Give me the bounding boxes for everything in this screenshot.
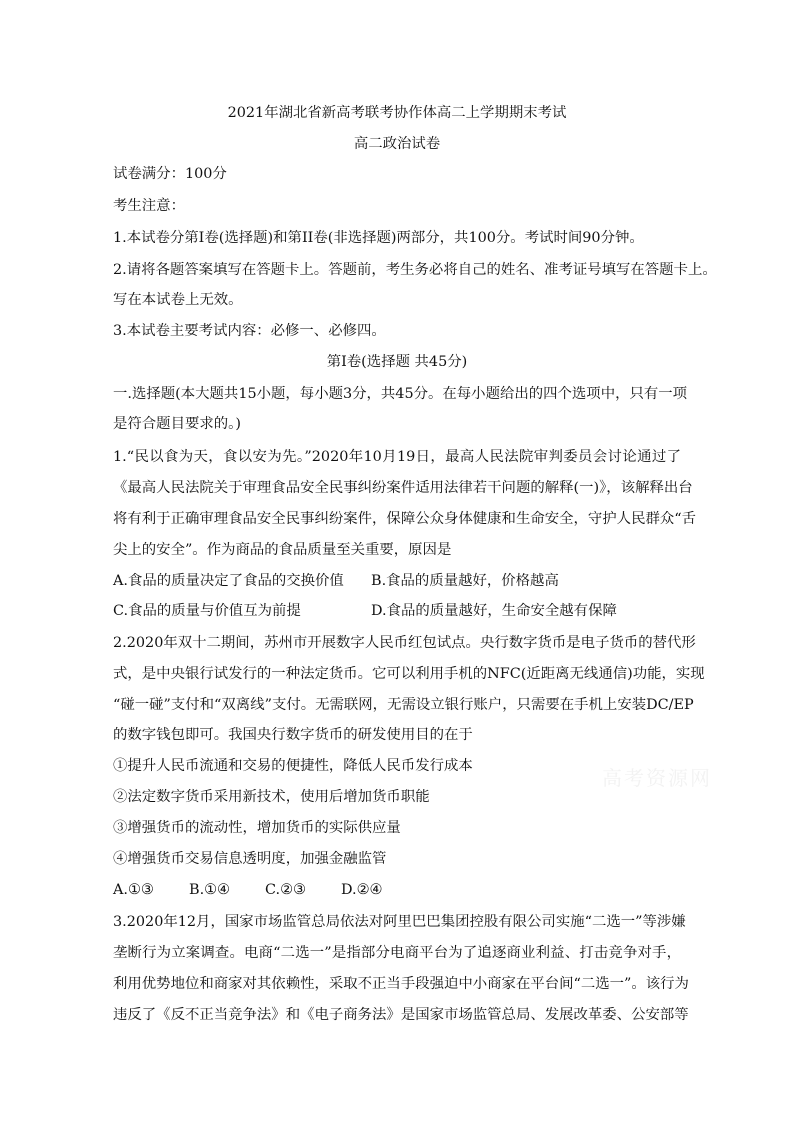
- q2-statement-2: ②法定数字货币采用新技术，使用后增加货币职能: [113, 789, 430, 805]
- notice-1: 1.本试卷分第I卷(选择题)和第II卷(非选择题)两部分，共100分。考试时间90分钟。: [113, 230, 644, 246]
- notice-2b: 写在本试卷上无效。: [113, 292, 243, 308]
- q2-statement-1: ①提升人民币流通和交易的便捷性，降低人民币发行成本: [113, 758, 473, 774]
- full-score: 试卷满分：100分: [113, 166, 227, 182]
- q2-option-a: A.①③: [113, 882, 154, 898]
- q1-option-d: D.食品的质量越好，生命安全越有保障: [371, 603, 617, 619]
- section-title: 第I卷(选择题 共45分): [326, 354, 468, 370]
- q2-option-b: B.①④: [189, 882, 230, 898]
- q2-statement-4: ④增强货币交易信息透明度，加强金融监管: [113, 851, 387, 867]
- q1-line-3: 将有利于正确审理食品安全民事纠纷案件，保障公众身体健康和生命安全，守护人民群众“舌: [113, 511, 696, 527]
- q2-line-1: 2.2020年双十二期间，苏州市开展数字人民币红包试点。央行数字货币是电子货币的替代形: [113, 635, 696, 651]
- q3-line-4: 违反了《反不正当竞争法》和《电子商务法》是国家市场监管总局、发展改革委、公安部等: [113, 1007, 689, 1023]
- exam-title: 2021年湖北省新高考联考协作体高二上学期期末考试: [227, 105, 567, 121]
- section-instructions-1: 一.选择题(本大题共15小题，每小题3分，共45分。在每小题给出的四个选项中，只有一项: [113, 386, 688, 402]
- exam-subtitle: 高二政治试卷: [353, 136, 441, 152]
- q1-line-2: 《最高人民法院关于审理食品安全民事纠纷案件适用法律若干问题的解释(一)》，该解释出台: [113, 480, 693, 496]
- q2-option-c: C.②③: [265, 882, 306, 898]
- q3-line-3: 利用优势地位和商家对其依赖性，采取不正当手段强迫中小商家在平台间“二选一”。该行为: [113, 976, 689, 992]
- q3-line-2: 垄断行为立案调查。电商“二选一”是指部分电商平台为了追逐商业利益、打击竞争对手，: [113, 945, 681, 961]
- q1-line-4: 尖上的安全”。作为商品的食品质量至关重要，原因是: [113, 542, 452, 558]
- q1-line-1: 1.“民以食为天，食以安为先。”2020年10月19日，最高人民法院审判委员会讨论通过了: [113, 449, 681, 465]
- section-instructions-2: 是符合题目要求的。): [113, 416, 241, 432]
- q2-line-3: “碰一碰”支付和“双离线”支付。无需联网，无需设立银行账户，只需要在手机上安装DC/EP: [113, 697, 694, 713]
- q1-option-b: B.食品的质量越好，价格越高: [371, 573, 559, 589]
- watermark: 高考资源网: [602, 766, 712, 790]
- q1-option-c: C.食品的质量与价值互为前提: [113, 603, 301, 619]
- notice-2a: 2.请将各题答案填写在答题卡上。答题前，考生务必将自己的姓名、准考证号填写在答题卡上。: [113, 262, 717, 278]
- q2-statement-3: ③增强货币的流动性，增加货币的实际供应量: [113, 820, 401, 836]
- q2-line-4: 的数字钱包即可。我国央行数字货币的研发使用目的在于: [113, 727, 473, 743]
- notice-title: 考生注意：: [113, 198, 185, 214]
- q3-line-1: 3.2020年12月，国家市场监管总局依法对阿里巴巴集团控股有限公司实施“二选一”等涉嫌: [113, 914, 686, 930]
- notice-3: 3.本试卷主要考试内容：必修一、必修四。: [113, 323, 386, 339]
- q1-option-a: A.食品的质量决定了食品的交换价值: [113, 573, 344, 589]
- q2-line-2: 式，是中央银行试发行的一种法定货币。它可以利用手机的NFC(近距离无线通信)功能，实现: [113, 666, 705, 682]
- q2-option-d: D.②④: [341, 882, 383, 898]
